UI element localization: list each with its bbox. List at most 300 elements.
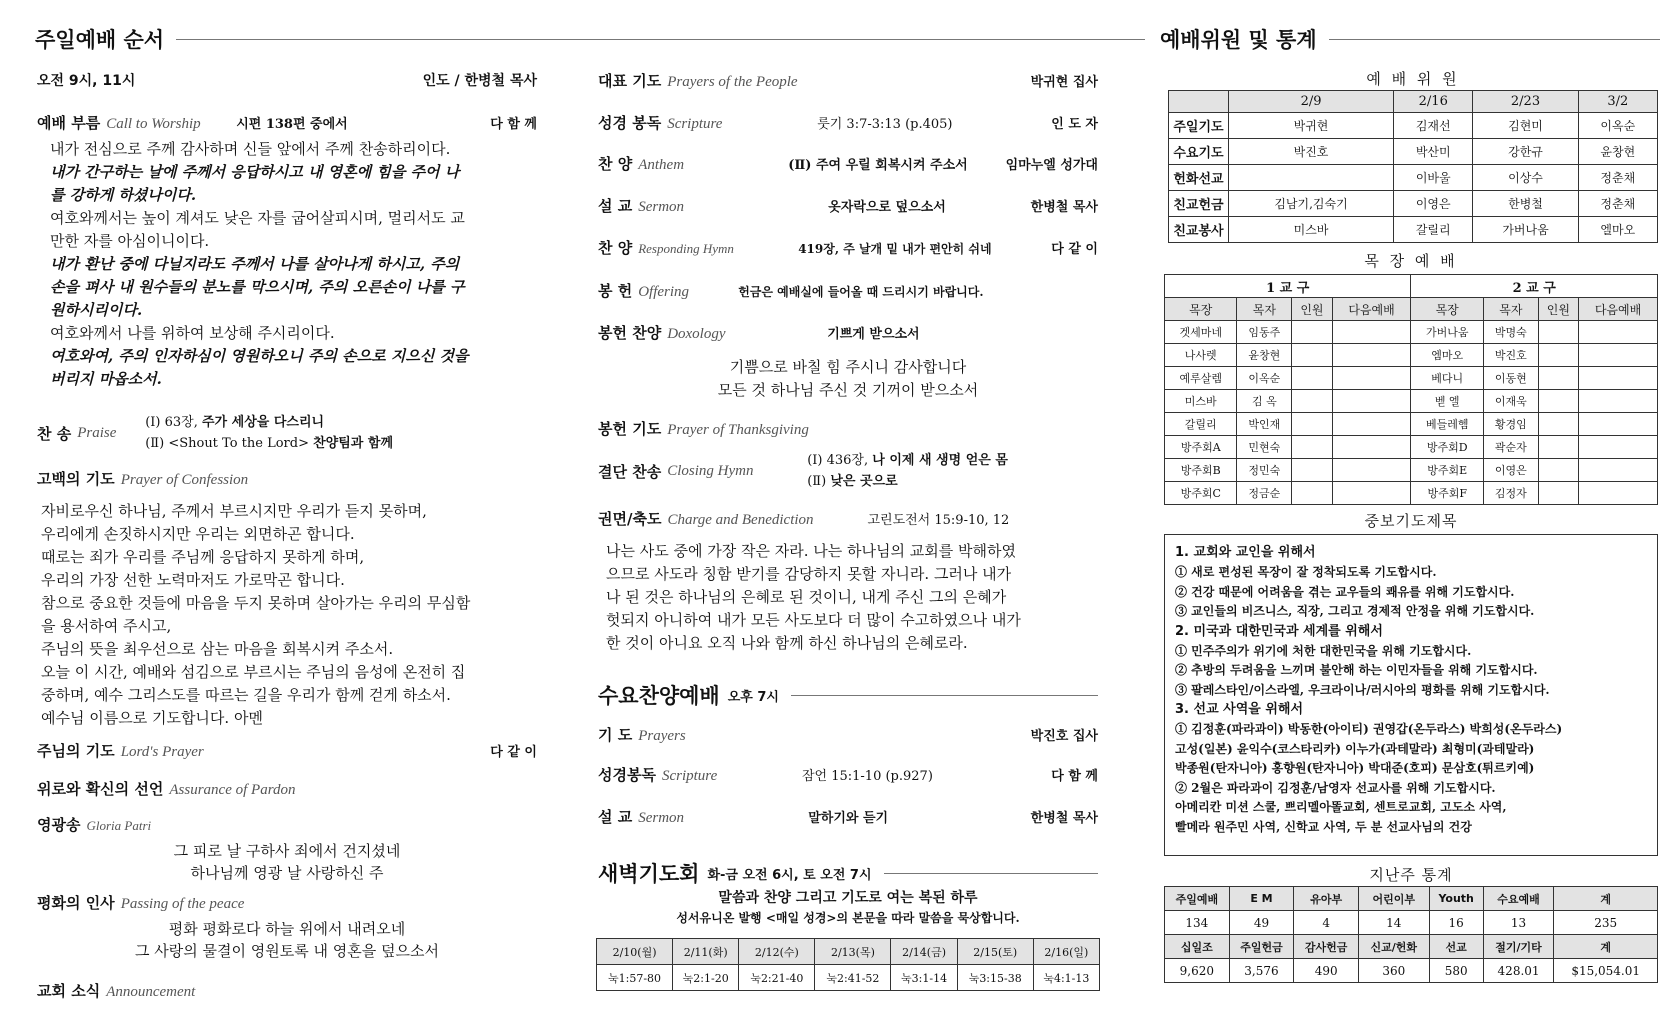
reading-line: 여호와여, 주의 인자하심이 영원하오니 주의 손으로 지으신 것을 [50, 347, 469, 365]
group-name: 겟세마네 [1165, 321, 1237, 344]
committee-name: 한병철 [1473, 191, 1578, 217]
committee-row [1169, 165, 1658, 191]
attendance-values-row [1165, 911, 1658, 935]
corner-cell [1169, 91, 1229, 113]
next-meeting-cell [1579, 390, 1658, 413]
committee-name [1229, 165, 1394, 191]
committee-name: 갈릴리 [1394, 217, 1473, 243]
lyric-line: 그 피로 날 구하사 죄에서 건지셨네 [173, 842, 401, 860]
attendance-cell [1292, 413, 1332, 436]
confession-line: 주님의 뜻을 최우선으로 삼는 마음을 회복시켜 주소서. [41, 640, 394, 658]
attendance-cell [1292, 390, 1332, 413]
district-2: 2 교 구 [1411, 275, 1658, 298]
group-name: 방주회B [1165, 459, 1237, 482]
attendance-cell [1538, 344, 1578, 367]
item-label: 권면/축도 [598, 510, 662, 528]
item-label: 성경봉독 [598, 766, 656, 784]
service-time: 오전 9시, 11시 [37, 73, 136, 89]
stat-cell: 유아부 [1294, 887, 1359, 911]
item-label: 봉 헌 [598, 282, 633, 300]
stat-cell: 16 [1429, 911, 1483, 935]
divider [884, 873, 1098, 874]
gloria-lyrics [37, 840, 537, 884]
item-label: 예배 부름 [37, 114, 101, 132]
pastoral-row [1165, 321, 1658, 344]
praise-songs [145, 412, 393, 454]
committee-name: 가버나움 [1473, 217, 1578, 243]
item-english: Offering [638, 284, 690, 300]
pastoral-title: 목 장 예 배 [1364, 252, 1458, 270]
leader-name: 정민숙 [1237, 459, 1292, 482]
item-who: 임마누엘 성가대 [1005, 158, 1098, 173]
dawn-refs-row [597, 965, 1100, 991]
gloria-patri [37, 814, 151, 835]
dawn-day: 2/14(금) [891, 939, 957, 965]
district-row [1165, 275, 1658, 298]
attendance-cell [1292, 436, 1332, 459]
attendance-cell [1292, 482, 1332, 505]
pastoral-header: 인원 [1292, 298, 1332, 321]
attendance-cell [1538, 413, 1578, 436]
leader-name: 박인재 [1237, 413, 1292, 436]
confession-line: 예수님 이름으로 기도합니다. 아멘 [41, 709, 263, 727]
item-who: 다 같 이 [490, 745, 537, 760]
dawn-description [598, 888, 1098, 928]
confession-line: 오늘 이 시간, 예배와 섬김으로 부르시는 주님의 음성에 온전히 집 [41, 663, 466, 681]
item-who: 한병철 목사 [1030, 811, 1098, 826]
item-label: 고백의 기도 [37, 470, 115, 488]
intercession-item: ③ 교인들의 비즈니스, 직장, 그리고 경제적 안정을 위해 기도합시다. [1175, 604, 1535, 618]
item-label: 찬 양 [598, 155, 633, 173]
item-english: Closing Hymn [667, 462, 754, 479]
service-time-row [37, 70, 537, 90]
role-label: 친교봉사 [1169, 217, 1229, 243]
intercession-box [1164, 534, 1658, 856]
pastoral-header: 목자 [1237, 298, 1292, 321]
intercession-item: 고성(일본) 윤익수(코스타리카) 이누가(과테말라) 최형미(과테말라) [1175, 741, 1535, 756]
date-header: 2/23 [1473, 91, 1578, 113]
group-name: 방주회A [1165, 436, 1237, 459]
confession-text [41, 500, 541, 730]
stat-cell: 선교 [1429, 935, 1483, 959]
committee-name: 김재선 [1394, 113, 1473, 139]
pastoral-header: 인원 [1538, 298, 1578, 321]
confession-line: 우리의 가장 선한 노력마저도 가로막곤 합니다. [41, 571, 345, 589]
divider [1329, 39, 1660, 40]
role-label: 친교헌금 [1169, 191, 1229, 217]
group-name: 나사렛 [1165, 344, 1237, 367]
confession-line: 우리에게 손짓하시지만 우리는 외면하곤 합니다. [41, 525, 355, 543]
service-leader: 인도 / 한병철 목사 [422, 73, 537, 89]
item-english: Charge and Benediction [667, 512, 814, 528]
divider [176, 39, 1145, 40]
committee-table [1168, 90, 1658, 243]
next-meeting-cell [1579, 459, 1658, 482]
scripture [598, 112, 1098, 133]
item-english: Sermon [638, 810, 685, 826]
committee-name: 이옥순 [1578, 113, 1657, 139]
group-name: 방주회D [1411, 436, 1483, 459]
committee-row [1169, 113, 1658, 139]
item-who: 박귀현 집사 [1030, 75, 1098, 90]
benediction [598, 508, 1098, 529]
next-meeting-cell [1579, 367, 1658, 390]
prayer-of-confession [37, 468, 248, 489]
pastoral-row [1165, 459, 1658, 482]
item-english: Passing of the peace [120, 896, 245, 912]
stat-cell: 주일예배 [1165, 887, 1230, 911]
pastoral-header: 목자 [1483, 298, 1538, 321]
dawn-ref: 눅4:1-13 [1033, 965, 1099, 991]
committee-name: 박산미 [1394, 139, 1473, 165]
item-who: 박진호 집사 [1030, 729, 1098, 744]
committee-name: 박진호 [1229, 139, 1394, 165]
item-ref: 옷자락으로 덮으소서 [828, 200, 946, 215]
item-ref: 룻기 3:7-3:13 (p.405) [817, 117, 953, 132]
leader-name: 이영은 [1483, 459, 1538, 482]
committee-name: 윤창현 [1578, 139, 1657, 165]
offering-values-row [1165, 959, 1658, 983]
section-header-committee [1160, 24, 1660, 54]
item-english: Scripture [661, 768, 718, 784]
item-english: Doxology [667, 326, 726, 342]
stat-cell: 235 [1554, 911, 1658, 935]
reading-line: 내가 간구하는 날에 주께서 응답하시고 내 영혼에 힘을 주어 나 [50, 163, 460, 181]
section-header-wednesday [598, 680, 1098, 710]
leader-name: 황경임 [1483, 413, 1538, 436]
item-english: Praise [77, 424, 117, 441]
group-name: 예루살렘 [1165, 367, 1237, 390]
intercession-item: ② 2월은 파라과이 김정훈/남영자 선교사를 위해 기도합시다. [1175, 780, 1496, 795]
item-who: 다 함 께 [490, 117, 537, 132]
offering-header-row [1165, 935, 1658, 959]
pastoral-row [1165, 390, 1658, 413]
pastoral-header: 목장 [1165, 298, 1237, 321]
committee-name: 김현미 [1473, 113, 1578, 139]
role-label: 헌화선교 [1169, 165, 1229, 191]
group-name: 베들레헴 [1411, 413, 1483, 436]
dawn-ref: 눅3:15-38 [957, 965, 1033, 991]
closing-songs [807, 450, 1008, 492]
reading-line: 만한 자를 아심이니이다. [50, 232, 210, 250]
next-meeting-cell [1579, 413, 1658, 436]
announcement [37, 980, 195, 1001]
item-english: Prayer of Confession [120, 472, 249, 488]
stat-cell: 신교/헌화 [1358, 935, 1429, 959]
group-name: 가버나움 [1411, 321, 1483, 344]
leader-name: 박진호 [1483, 344, 1538, 367]
dawn-day: 2/10(월) [597, 939, 673, 965]
next-meeting-cell [1332, 390, 1411, 413]
group-name: 벧 엘 [1411, 390, 1483, 413]
item-english: Prayers of the People [667, 74, 798, 90]
rep-prayer [598, 70, 1098, 91]
leader-name: 이옥순 [1237, 367, 1292, 390]
doxology-lyrics [598, 356, 1098, 402]
item-english: Sermon [638, 199, 685, 215]
attendance-cell [1538, 367, 1578, 390]
leader-name: 임동주 [1237, 321, 1292, 344]
stat-cell: 4 [1294, 911, 1359, 935]
intercession-item: ① 새로 편성된 목장이 잘 정착되도록 기도합시다. [1175, 565, 1437, 579]
section-time: 오후 7시 [727, 689, 779, 705]
lyric-line: 모든 것 하나님 주신 것 기꺼이 받으소서 [717, 381, 979, 399]
intercession-item: ① 김정훈(파라과이) 박동한(아이티) 권영갑(온두라스) 박희성(온두라스) [1175, 722, 1563, 736]
offering [598, 280, 1098, 301]
stat-cell: 490 [1294, 959, 1359, 983]
stat-cell: 주일헌금 [1229, 935, 1294, 959]
attendance-cell [1538, 482, 1578, 505]
divider [791, 695, 1098, 696]
next-meeting-cell [1332, 367, 1411, 390]
intercession-item: ③ 팔레스타인/이스라엘, 우크라이나/러시아의 평화를 위해 기도합시다. [1175, 682, 1550, 697]
benediction-line: 헛되지 아니하여 내가 모든 사도보다 더 많이 수고하였으나 내가 [606, 611, 1021, 629]
peace-lyrics [37, 918, 537, 962]
attendance-cell [1538, 459, 1578, 482]
stat-cell: E M [1229, 887, 1294, 911]
committee-dates-row [1169, 91, 1658, 113]
item-english: Responding Hymn [638, 241, 734, 256]
leader-name: 이재욱 [1483, 390, 1538, 413]
benediction-line: 나 된 것은 하나님의 은혜로 된 것이니, 내게 주신 그의 은혜가 [606, 588, 1007, 606]
dawn-ref: 눅2:21-40 [739, 965, 815, 991]
leader-name: 이동현 [1483, 367, 1538, 390]
item-ref: 고린도전서 15:9-10, 12 [867, 513, 1010, 528]
section-header-dawn [598, 858, 1098, 888]
date-header: 3/2 [1578, 91, 1657, 113]
reading-line: 원하시리이다. [50, 301, 143, 319]
stats-title: 지난주 통계 [1369, 866, 1453, 884]
assurance-of-pardon [37, 778, 295, 799]
stat-cell: $15,054.01 [1554, 959, 1658, 983]
confession-line: 참으로 중요한 것들에 마음을 두지 못하며 살아가는 우리의 무심함 [41, 594, 471, 612]
committee-name: 이상수 [1473, 165, 1578, 191]
reading-line: 여호와께서는 높이 계셔도 낮은 자를 굽어살피시며, 멀리서도 교 [50, 209, 465, 227]
benediction-line: 나는 사도 중에 가장 작은 자라. 나는 하나님의 교회를 박해하였 [606, 542, 1016, 560]
group-name: 방주회F [1411, 482, 1483, 505]
next-meeting-cell [1579, 321, 1658, 344]
attendance-cell [1292, 459, 1332, 482]
committee-name: 엘마오 [1578, 217, 1657, 243]
next-meeting-cell [1579, 436, 1658, 459]
closing-song-2-num: (Ⅱ) [807, 474, 827, 489]
attendance-cell [1292, 367, 1332, 390]
next-meeting-cell [1332, 344, 1411, 367]
stat-cell: 수요예배 [1483, 887, 1554, 911]
praise-song-2-num: (Ⅱ) <Shout To the Lord> [145, 436, 309, 451]
stat-cell: 감사헌금 [1294, 935, 1359, 959]
next-meeting-cell [1332, 321, 1411, 344]
praise-song-1-num: (Ⅰ) 63장, [145, 415, 198, 430]
item-english: Gloria Patri [86, 818, 152, 833]
pastoral-row [1165, 436, 1658, 459]
date-header: 2/16 [1394, 91, 1473, 113]
sermon [598, 195, 1098, 216]
leader-name: 곽순자 [1483, 436, 1538, 459]
pastoral-header-row [1165, 298, 1658, 321]
pastoral-header: 다음예배 [1579, 298, 1658, 321]
committee-name: 정춘채 [1578, 191, 1657, 217]
group-name: 베다니 [1411, 367, 1483, 390]
call-to-worship [37, 112, 537, 133]
item-label: 봉헌 기도 [598, 420, 662, 438]
leader-name: 민현숙 [1237, 436, 1292, 459]
intercession-heading: 1. 교회와 교인을 위해서 [1175, 545, 1316, 560]
intercession-item: 빨메라 원주민 사역, 신학교 사역, 두 분 선교사님의 건강 [1175, 819, 1472, 834]
role-label: 주일기도 [1169, 113, 1229, 139]
item-english: Prayer of Thanksgiving [667, 422, 809, 438]
doxology [598, 322, 1098, 343]
group-name: 엠마오 [1411, 344, 1483, 367]
item-label: 찬 양 [598, 239, 633, 257]
pastoral-header: 다음예배 [1332, 298, 1411, 321]
item-label: 교회 소식 [37, 982, 101, 1000]
stat-cell: 49 [1229, 911, 1294, 935]
intercession-title: 중보기도제목 [1364, 512, 1458, 530]
stat-cell: 13 [1483, 911, 1554, 935]
intercession-item: ① 민주주의가 위기에 처한 대한민국을 위해 기도합시다. [1175, 643, 1472, 658]
item-label: 결단 찬송 [598, 462, 662, 481]
group-name: 방주회E [1411, 459, 1483, 482]
item-who: 인 도 자 [1051, 117, 1098, 132]
item-who: 다 함 께 [1051, 769, 1098, 784]
dawn-line-2: 성서유니온 발행 <매일 성경>의 본문을 따라 말씀을 묵상합니다. [676, 911, 1020, 925]
responding-hymn [598, 237, 1098, 258]
pastoral-row [1165, 367, 1658, 390]
item-english: Lord's Prayer [120, 744, 204, 760]
leader-name: 김정자 [1483, 482, 1538, 505]
stat-cell: 십일조 [1165, 935, 1230, 959]
committee-name: 강한규 [1473, 139, 1578, 165]
prayer-of-thanksgiving [598, 418, 809, 439]
dawn-day: 2/16(일) [1033, 939, 1099, 965]
committee-row [1169, 191, 1658, 217]
next-meeting-cell [1579, 344, 1658, 367]
committee-title: 예 배 위 원 [1366, 70, 1460, 88]
closing-song-2: 낮은 곳으로 [830, 474, 898, 489]
anthem [598, 153, 1098, 174]
group-name: 갈릴리 [1165, 413, 1237, 436]
item-label: 대표 기도 [598, 72, 662, 90]
committee-name: 이영은 [1394, 191, 1473, 217]
leader-name: 김 옥 [1237, 390, 1292, 413]
committee-name: 김남기,김숙기 [1229, 191, 1394, 217]
item-label: 봉헌 찬양 [598, 324, 662, 342]
pastoral-header: 목장 [1411, 298, 1483, 321]
item-who: 다 같 이 [1051, 242, 1098, 257]
dawn-ref: 눅2:1-20 [673, 965, 739, 991]
dawn-day: 2/15(토) [957, 939, 1033, 965]
intercession-item: ② 추방의 두려움을 느끼며 불안해 하는 이민자들을 위해 기도합시다. [1175, 663, 1538, 677]
reading-line: 를 강하게 하셨나이다. [50, 186, 197, 204]
committee-name: 이바울 [1394, 165, 1473, 191]
stat-cell: 134 [1165, 911, 1230, 935]
reading-line: 여호와께서 나를 위하여 보상해 주시리이다. [50, 324, 335, 342]
closing-song-1: 나 이제 새 생명 얻은 몸 [872, 453, 1008, 468]
item-label: 위로와 확신의 선언 [37, 780, 164, 798]
lords-prayer [37, 740, 537, 761]
praise-song-2: 찬양팀과 함께 [313, 436, 393, 451]
date-header: 2/9 [1229, 91, 1394, 113]
reading-line: 손을 펴사 내 원수들의 분노를 막으시며, 주의 오른손이 나를 구 [50, 278, 465, 296]
leader-name: 박명숙 [1483, 321, 1538, 344]
praise-song-1: 주가 세상을 다스리니 [202, 415, 325, 430]
stat-cell: 580 [1429, 959, 1483, 983]
item-label: 평화의 인사 [37, 894, 115, 912]
pastoral-table [1164, 274, 1658, 505]
item-label: 찬 송 [37, 424, 72, 443]
stats-table [1164, 886, 1658, 983]
attendance-cell [1538, 321, 1578, 344]
item-ref: 419장, 주 날개 밑 내가 편안히 쉬네 [798, 242, 992, 256]
confession-line: 때로는 죄가 우리를 주님께 응답하지 못하게 하며, [41, 548, 365, 566]
stat-cell: 360 [1358, 959, 1429, 983]
stat-cell: 428.01 [1483, 959, 1554, 983]
next-meeting-cell [1332, 482, 1411, 505]
committee-name: 정춘채 [1578, 165, 1657, 191]
confession-line: 중하며, 예수 그리스도를 따르는 길을 우리가 함께 걷게 하소서. [41, 686, 451, 704]
reading-line: 내가 환난 중에 다닐지라도 주께서 나를 살아나게 하시고, 주의 [50, 255, 460, 273]
section-time: 화-금 오전 6시, 토 오전 7시 [707, 867, 872, 883]
dawn-days-row [597, 939, 1100, 965]
attendance-header-row [1165, 887, 1658, 911]
passing-of-peace [37, 892, 244, 913]
pastoral-row [1165, 344, 1658, 367]
stat-cell: 어린이부 [1358, 887, 1429, 911]
lyric-line: 그 사랑의 물결이 영원토록 내 영혼을 덮으소서 [135, 942, 439, 960]
closing-hymn [598, 450, 1098, 492]
next-meeting-cell [1579, 482, 1658, 505]
responsive-reading [50, 138, 540, 391]
dawn-schedule-table [596, 938, 1100, 991]
next-meeting-cell [1332, 459, 1411, 482]
praise [37, 412, 537, 454]
wed-scripture [598, 764, 1098, 785]
committee-name: 미스바 [1229, 217, 1394, 243]
stat-cell: 계 [1554, 935, 1658, 959]
dawn-day: 2/13(목) [815, 939, 891, 965]
section-title: 주일예배 순서 [35, 28, 165, 52]
benediction-line: 한 것이 아니요 오직 나와 함께 하신 하나님의 은혜로라. [606, 634, 968, 652]
next-meeting-cell [1332, 413, 1411, 436]
wed-prayer [598, 724, 1098, 745]
lyric-line: 하나님께 영광 날 사랑하신 주 [190, 864, 384, 882]
item-ref: 시편 138편 중에서 [236, 117, 348, 132]
stat-cell: Youth [1429, 887, 1483, 911]
dawn-ref: 눅2:41-52 [815, 965, 891, 991]
attendance-cell [1538, 390, 1578, 413]
intercession-heading: 3. 선교 사역을 위해서 [1175, 702, 1304, 717]
committee-row [1169, 217, 1658, 243]
item-label: 영광송 [37, 816, 81, 834]
intercession-item: 아메리칸 미션 스쿨, 쁘리멜아똘교회, 센트로교회, 고도소 사역, [1175, 800, 1507, 814]
item-english: Announcement [106, 984, 196, 1000]
section-title: 예배위원 및 통계 [1160, 28, 1317, 52]
stat-cell: 계 [1554, 887, 1658, 911]
district-1: 1 교 구 [1165, 275, 1411, 298]
pastoral-row [1165, 482, 1658, 505]
committee-row [1169, 139, 1658, 165]
committee-name: 박귀현 [1229, 113, 1394, 139]
item-english: Anthem [638, 157, 685, 173]
stat-cell: 14 [1358, 911, 1429, 935]
wed-sermon [598, 806, 1098, 827]
dawn-line-1: 말씀과 찬양 그리고 기도로 여는 복된 하루 [718, 890, 978, 906]
item-ref: 말하기와 듣기 [808, 811, 889, 826]
item-label: 설 교 [598, 197, 633, 215]
benediction-text [606, 540, 1096, 655]
reading-line: 버리지 마옵소서. [50, 370, 162, 388]
